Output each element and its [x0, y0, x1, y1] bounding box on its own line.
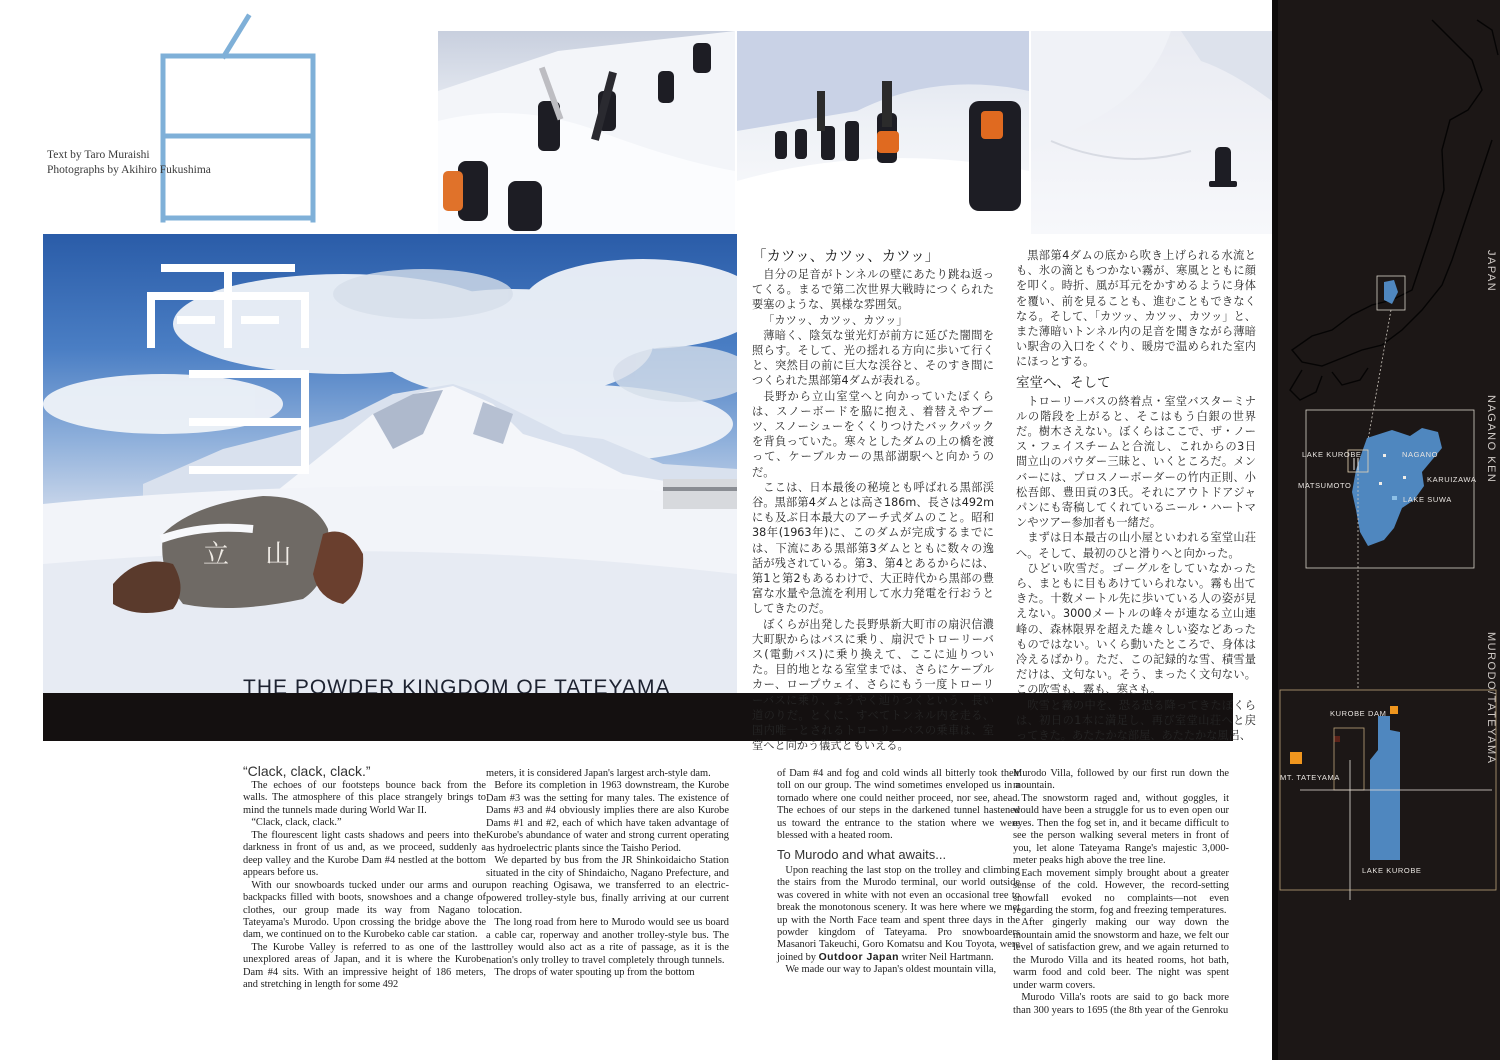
english-column-1: [243, 763, 486, 992]
en-text: writer Neil Hartmann.: [901, 951, 994, 963]
credits: [47, 148, 211, 178]
jp-paragraph: まずは日本最古の山小屋といわれる室堂山荘へ。そして、最初のひと滑りへと向かった。: [1016, 531, 1256, 560]
en-paragraph: We departed by bus from the JR Shinkoidaicho Station situated in the city of Shindaicho, Nagano Prefecture, and upon reaching Ogisawa, we transferred to an electric-powered trolley-style bus, finally arriving at our current location.: [486, 855, 729, 916]
jp-paragraph: 薄暗く、陰気な蛍光灯が前方に延びた闇間を照らす。そして、光の揺れる方向に歩いて行くと、突然目の前に巨大な渓谷と、そのすき間につくられた黒部第4ダムが表れる。: [752, 328, 994, 388]
photo-snowboarder-descent: [1031, 31, 1272, 234]
english-column-4: [1013, 768, 1229, 1017]
hero-photo-tateyama: [43, 234, 737, 693]
map-label-nagano: NAGANO: [1402, 450, 1439, 459]
jp-paragraph: 「カツッ、カツッ、カツッ」: [763, 313, 908, 327]
side-label-japan: JAPAN: [1485, 250, 1497, 293]
en-paragraph: The flourescent light casts shadows and peers into the darkness in front of us and, as we proceed, suddenly a deep valley and the Kurobe Dam #4 nestled at the bottom appears before us.: [243, 829, 486, 879]
map-label-kurobe-dam: KUROBE DAM: [1330, 709, 1387, 718]
en-paragraph: The echoes of our footsteps bounce back from the walls. The atmosphere of this place strangely brings to mind the tunnels made during World War II.: [243, 780, 486, 816]
en-paragraph: meters, it is considered Japan's largest arch-style dam.: [486, 768, 711, 779]
english-heading: “Clack, clack, clack.”: [243, 763, 371, 779]
jp-paragraph: ここは、日本最後の秘境とも呼ばれる黒部渓谷。黒部第4ダムとは高さ186m、長さは492mにも及ぶ日本最大のアーチ式ダムのこと。昭和38年(1963年)に、このダムが完成するまでには、下流にある黒部第3ダムとともに数々の逸話が残されている。第3、第4とあるからには、第1と第2もあるわけで、大正時代から黒部の豊富な水量や急流を利用して水力発電を行おうとしてきたのだ。: [752, 480, 994, 616]
hero-title: THE POWDER KINGDOM OF TATEYAMA: [243, 676, 671, 693]
en-paragraph: Murodo Villa, followed by our first run down the mountain.: [1013, 768, 1229, 792]
en-paragraph: With our snowboards tucked under our arms and our backpacks filled with boots, snowshoes and a change of clothes, our group made its way from Nagano to Tateyama's Murodo. Upon crossing the bridge above the dam, we continued on to the Kurobeko cable car station.: [243, 879, 486, 941]
credit-text: Text by Taro Muraishi: [47, 149, 150, 161]
jp-paragraph: ひどい吹雪だ。ゴーグルをしていなかったら、まともに目もあけていられない。霧も出てきた。十数メートル先に歩いている人の姿が見えない。3000メートルの峰々が連なる立山連峰の、森林限界を超えた雄々しい姿などあったものではない。いくら動いたところで、身体は冷えるばかり。ただ、この記録的な雪、積雪量だけは、文句ない。そう、まったく文句ない。この吹雪も、霧も、寒さも。: [1016, 561, 1256, 697]
en-paragraph: The snowstorm raged and, without goggles, it would have been a struggle for us to even open our eyes. Then the fog set in, and it became difficult to see the person walking several meters in front of you, let alone Tateyama Range's majestic 3,000-meter peaks high above the tree line.: [1013, 792, 1229, 867]
en-paragraph: [777, 865, 1020, 965]
side-label-nagano-ken: NAGANO KEN: [1485, 395, 1497, 484]
en-paragraph: of Dam #4 and fog and cold winds all bitterly took their toll on our group. The wind sometimes enveloped us in a tornado where one could neither proceed, nor see, ahead. The echoes of our steps in the darkened tunnel hastened us toward the entrance to the station where we were blessed with a heated room.: [777, 768, 1020, 842]
map-label-lake-kurobe: LAKE KUROBE: [1302, 450, 1362, 459]
credit-photos: Photographs by Akihiro Fukushima: [47, 164, 211, 176]
map-label-lake-suwa: LAKE SUWA: [1403, 495, 1452, 504]
en-paragraph: The long road from here to Murodo would see us board a cable car, roperway and another trolley-style bus. The trolley would also act as a rite of passage, as it is the nation's only trolley to travel completely through tunnels.: [486, 917, 729, 966]
japanese-column-2: [1016, 248, 1256, 743]
japanese-column-1: [752, 248, 994, 754]
stone-inscription: 立 山: [203, 540, 306, 570]
photo-snowboarders-climb-2: [737, 31, 1029, 234]
map-label-lake-kurobe-detail: LAKE KUROBE: [1362, 866, 1422, 875]
map-label-karuizawa: KARUIZAWA: [1427, 475, 1477, 484]
english-column-2: [486, 768, 729, 980]
photo-snowboarders-climb-1: [438, 31, 735, 234]
kanji-haku-graphic: [158, 12, 318, 224]
outdoor-japan-brand: Outdoor Japan: [818, 951, 899, 963]
jp-paragraph: 自分の足音がトンネルの壁にあたり跳ね返ってくる。まるで第二次世界大戦時につくられた要塞のような、異様な雰囲気。: [752, 268, 994, 312]
jp-paragraph: トローリーバスの終着点・室堂バスターミナルの階段を上がると、そこはもう白銀の世界だ。樹木さえない。ぼくらはここで、ザ・ノース・フェイスチームと合流し、これからの3日間立山のパウダー三昧と、いくところだ。メンバーには、プロスノーボーダーの竹内正則、小松吾郎、豊田貢の3氏。それにアウトドアジャパンにも寄稿してくれているニール・ハートマンやツアー参加者も一緒だ。: [1016, 394, 1256, 530]
jp-paragraph: 吹雪と霧の中を、恐る恐る降ってきたぼくらは、初日の1本に満足し、再び室堂山荘へと戻ってきた。あたたかな部屋、あたたかな風呂、: [1016, 698, 1256, 743]
location-maps: [1272, 0, 1500, 1060]
en-paragraph: Murodo Villa's roots are said to go back more than 300 years to 1695 (the 8th year of the Genroku: [1013, 992, 1229, 1016]
en-paragraph: The Kurobe Valley is referred to as one of the last unexplored areas of Japan, and it is where the Kurobe Dam #4 sits. With an impressive height of 186 meters, and stretching in length for some 492: [243, 941, 486, 991]
en-text: Upon reaching the last stop on the trolley and climbing the stairs from the Murodo terminal, our world outside was covered in white with not even an occasional tree to break the monotonous scenery. It was here where we met up with the North Face team and spent three days in the powder kingdom of Tateyama. Pro snowboarders Masanori Takeuchi, Goro Komatsu and Kou Toyota, were joined by: [777, 864, 1020, 963]
en-paragraph: “Clack, clack, clack.”: [251, 817, 342, 829]
japan-outline-icon: [1290, 20, 1498, 400]
en-paragraph: Before its completion in 1963 downstream, the Kurobe Dam #3 was the setting for many tales. The existence of Dams #3 and #4 obviously implies there are also Kurobe Dams #1 and #2, each of which have taken advantage of Kurobe's abundance of water and strong current operating as hydroelectric plants since the Taisho Period.: [486, 780, 729, 854]
english-column-3: [777, 768, 1020, 977]
map-label-mt-tateyama: MT. TATEYAMA: [1280, 773, 1340, 782]
jp-paragraph: 黒部第4ダムの底から吹き上げられる水流とも、氷の滴ともつかない霧が、寒風とともに顔を叩く。時折、風が耳元をかすめるように身体を覆い、前を見ることも、進むこともできなくなる。そして、「カツッ、カツッ、カツッ」と、また薄暗いトンネル内の足音を聞きながら薄暗い駅舎の入口をくぐり、暖房で温められた室内にほっとする。: [1016, 249, 1256, 369]
en-paragraph: Each movement simply brought about a greater sense of the cold. However, the record-setting snowfall evoked no complaints—not even regarding the storm, fog and freezing temperatures.: [1013, 867, 1229, 916]
en-paragraph: The drops of water spouting up from the bottom: [494, 967, 695, 979]
jp-paragraph: ぼくらが出発した長野県新大町市の扇沢信濃大町駅からはバスに乗り、扇沢でトローリーバス(電動バス)に乗り換えて、ここに辿りついた。目的地となる室堂までは、さらにケーブルカー、ロープウェイ、さらにもう一度トローリーバスに乗り、ようやく辿りつくという、長い道のりだ。とくに、すべてトンネル内を走る、国内唯一とされるトローリーバスの乗車は、室堂へと向かう儀式ともいえる。: [752, 617, 994, 753]
japanese-subheading: 室堂へ、そして: [1016, 374, 1111, 391]
japanese-heading: 「カツッ、カツッ、カツッ」: [752, 249, 940, 265]
map-label-matsumoto: MATSUMOTO: [1298, 481, 1352, 490]
side-label-murodo-tateyama: MURODO/TATEYAMA: [1485, 632, 1497, 765]
jp-paragraph: 長野から立山室堂へと向かっていたぼくらは、スノーボードを脇に抱え、着替えやブーツ、スノーシューをくくりつけたバックパックを背負っていた。寒々としたダムの上の橋を渡って、ケーブルカーの黒部湖駅へと向かうのだ。: [752, 389, 994, 479]
english-subheading: To Murodo and what awaits...: [777, 846, 947, 862]
en-paragraph: We made our way to Japan's oldest mountain villa,: [785, 964, 997, 976]
en-paragraph: After gingerly making our way down the mountain amid the snowstorm and haze, we felt our level of satisfaction grew, and we again returned to the Murodo Villa and its heated rooms, hot bath, warm food and cold beer. The night was spent under warm covers.: [1013, 917, 1229, 991]
